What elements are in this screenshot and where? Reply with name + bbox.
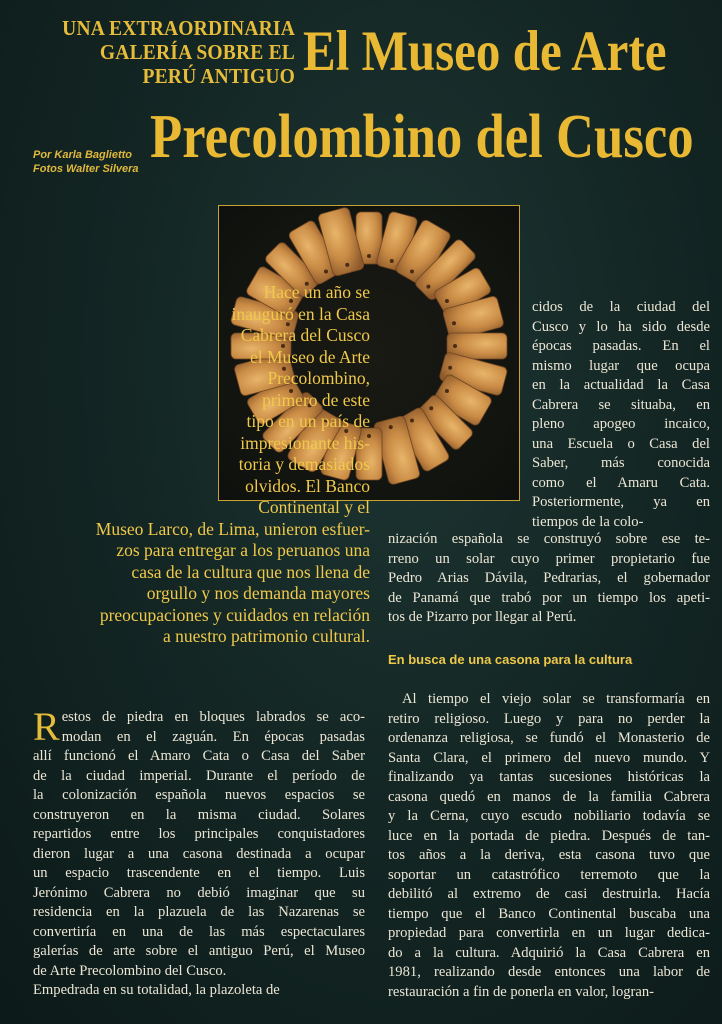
right-top-line: épocas pasadas. En el (532, 338, 710, 354)
bead-hole (390, 259, 394, 263)
intro-line: toria y demasiados (238, 454, 370, 474)
right-body-line: luce en la portada de piedra. Después de tan- (388, 827, 710, 844)
intro-line: el Museo de Arte (249, 346, 370, 367)
right-body-line: casona quedó en manos de la familia Cabrera (388, 788, 710, 805)
byline (33, 148, 183, 176)
right-top-line: Saber, más conocida (532, 455, 710, 471)
right-top-line: tiempos de la colo- (532, 513, 644, 530)
left-body-line: repartidos entre los principales conquistadores (33, 826, 365, 842)
left-body-line: Jerónimo Cabrera no debió imaginar que su (33, 884, 365, 901)
right-top-line: Cusco y lo ha sido desde (532, 318, 710, 335)
left-body-line: Empedrada en su totalidad, la plazoleta de (33, 982, 280, 998)
left-body-line: dieron lugar a una casona destinada a ocupar (33, 845, 365, 862)
right-body-line: debilitó al extremo de casi destruirla. Hacía (388, 886, 710, 902)
bead-hole (445, 389, 449, 393)
right-body-line: y la Cerna, cuyo escudo nobiliario todavía se (388, 808, 710, 824)
kicker-line: GALERÍA SOBRE EL (99, 40, 295, 64)
right-wide-line: Pedro Arias Dávila, Pedrarias, el gobernador (388, 570, 710, 586)
right-body-column (388, 690, 710, 1002)
author-credit: Por Karla Baglietto (33, 149, 133, 161)
bead-hole (452, 321, 456, 325)
right-column-continuation (388, 530, 710, 628)
title-line-1: El Museo de Arte (303, 20, 667, 83)
bead-hole (324, 270, 328, 274)
intro-line: preocupaciones y cuidados en relación (99, 604, 370, 625)
right-wide-line: de Panamá que trabó por un tiempo los apeti- (388, 589, 710, 606)
right-top-line: una Escuela o Casa del (532, 435, 710, 452)
right-body-line: Santa Clara, el primero del nuevo mundo. Y (388, 749, 710, 766)
intro-line: Precolombino, (267, 368, 370, 388)
intro-line: Cabrera del Cusco (240, 325, 370, 345)
right-body-line: do a la cultura. Adquirió la Casa Cabrera en (388, 944, 710, 961)
left-body-line: estos de piedra en bloques labrados se aco- (61, 709, 365, 725)
intro-line: Hace un año se (263, 282, 370, 302)
intro-line: zos para entregar a los peruanos una (116, 540, 370, 560)
right-top-line: pleno apogeo incaico, (532, 416, 710, 432)
right-top-line: en la actualidad la Casa (532, 377, 710, 393)
right-body-line: tiempo que el Banco Continental buscaba una (388, 905, 710, 922)
right-wide-line: tos de Pizarro por llegar al Perú. (388, 609, 577, 625)
intro-line: Museo Larco, de Lima, unieron esfuer- (95, 518, 370, 539)
title-line-2: Precolombino del Cusco (150, 103, 694, 171)
bead-hole (426, 285, 430, 289)
intro-line: olvidos. El Banco (245, 475, 370, 496)
right-body-line: soportar un catastrófico terremoto que la (388, 866, 710, 883)
left-body-line: de la ciudad imperial. Durante el período de (33, 767, 365, 784)
drop-cap: R (33, 704, 60, 749)
kicker-line: UNA EXTRAORDINARIA (62, 16, 295, 40)
bead-hole (429, 406, 433, 410)
photo-credit: Fotos Walter Silvera (33, 163, 139, 175)
bead-hole (410, 418, 414, 422)
right-wide-line: nización española se construyó sobre ese te- (388, 531, 710, 547)
bead-hole (448, 366, 452, 370)
left-body-line: modan en el zaguán. En épocas pasadas (61, 728, 365, 745)
kicker-line: PERÚ ANTIGUO (142, 64, 295, 88)
intro-paragraph (40, 282, 370, 648)
intro-line: inauguró en la Casa (231, 303, 370, 324)
right-body-line: retiro religioso. Luego y para no perder la (388, 710, 710, 727)
right-body-line: tos años a la deriva, esta casona tuvo que (388, 847, 710, 863)
right-body-line: restauración a fin de ponerla en valor, logran- (388, 983, 655, 1000)
intro-line: a nuestro patrimonio cultural. (162, 626, 370, 646)
right-top-line: mismo lugar que ocupa (532, 357, 710, 374)
left-body-line: de Arte Precolombino del Cusco. (33, 962, 227, 979)
bead-hole (367, 254, 371, 258)
right-top-line: Cabrera se situaba, en (532, 396, 710, 413)
bead-hole (389, 425, 393, 429)
right-body-line: 1981, realizando desde entonces una labor de (388, 964, 710, 980)
kicker-headline (58, 16, 295, 88)
left-body-line: galerías de arte sobre el antiguo Perú, el Museo (33, 943, 365, 959)
bead-hole (345, 263, 349, 267)
intro-line: casa de la cultura que nos llena de (131, 561, 370, 582)
intro-line: tipo en un país de (246, 411, 370, 431)
intro-line: Continental y el (258, 497, 370, 517)
intro-line: impresionante his- (240, 432, 370, 453)
right-wide-line: rreno un solar cuyo primer propietario fue (388, 550, 710, 567)
left-body-line: convertiría en una de las más espectaculares (33, 923, 365, 940)
bead-hole (410, 270, 414, 274)
right-top-line: como el Amaru Cata. (532, 474, 710, 491)
intro-line: primero de este (262, 389, 370, 410)
left-body-line: un espacio trascendente en el tiempo. Luis (33, 865, 365, 881)
right-body-line: ordenanza religiosa, se fundó el Monasterio de (388, 730, 710, 746)
bead-hole (445, 299, 449, 303)
right-body-line: Al tiempo el viejo solar se transformaría en (402, 691, 710, 707)
section-subheading: En busca de una casona para la cultura (388, 652, 633, 667)
right-column-top (532, 298, 710, 532)
right-top-line: cidos de la ciudad del (532, 299, 710, 315)
intro-line: orgullo y nos demanda mayores (146, 583, 370, 603)
right-body-line: propiedad para convertirla en un lugar dedica- (388, 925, 710, 941)
left-body-line: construyeron en la misma ciudad. Solares (33, 806, 365, 823)
left-body-line: allí funcionó el Amaro Cata o Casa del Saber (33, 748, 365, 764)
right-top-line: Posteriormente, ya en (532, 494, 710, 510)
left-body-line: residencia en la plazuela de las Nazarenas se (33, 904, 365, 920)
left-body-line: la colonización española nuevos espacios se (33, 787, 365, 803)
left-body-column (33, 704, 365, 1001)
right-body-line: finalizando ya tantas sucesiones históricas la (388, 769, 710, 785)
bead-hole (453, 344, 457, 348)
